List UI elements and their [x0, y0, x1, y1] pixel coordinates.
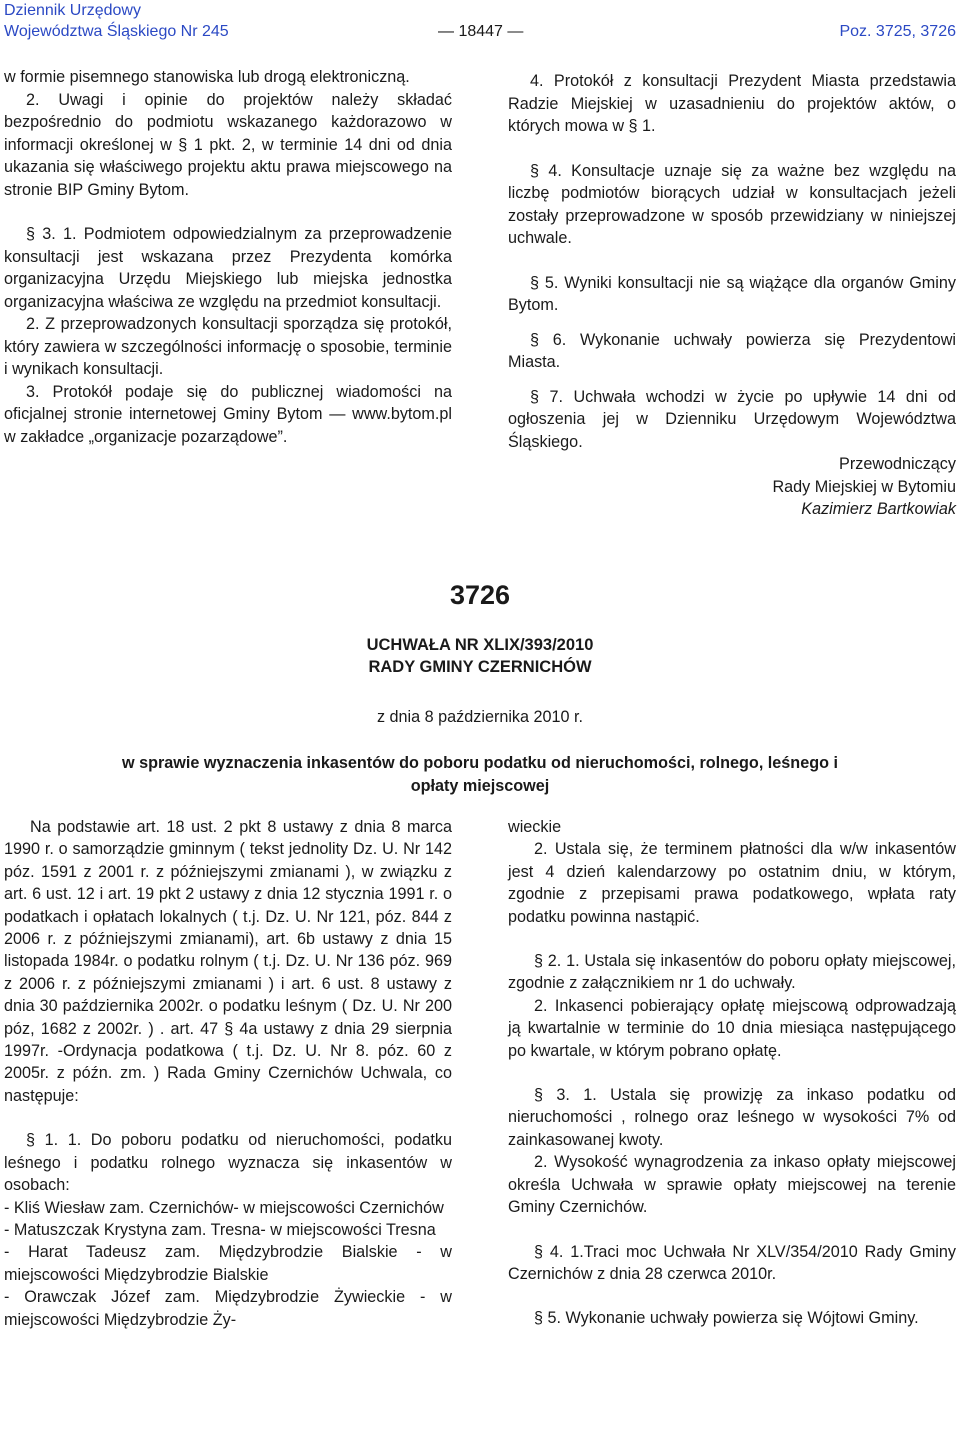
section-4: § 4. Konsultacje uznaje się za ważne bez względu na liczbę podmiotów biorących udział w konsultacjach jeżeli zostały przeprowadzone w sposób przewidziany w niniejszej uchwale.: [508, 161, 956, 247]
act-date: z dnia 8 października 2010 r.: [376, 708, 584, 726]
section-5: § 5. Wykonanie uchwały powierza się Wójtowi Gminy.: [534, 1309, 919, 1328]
section-2: § 2. 1. Ustala się inkasentów do poboru opłaty miejscowej, zgodnie z załącznikiem nr 1 do uchwały.: [508, 952, 956, 993]
list-item: - Matuszczak Krystyna zam. Tresna- w miejscowości Tresna: [4, 1220, 436, 1239]
paragraph: w formie pisemnego stanowiska lub drogą elektroniczną.: [4, 68, 410, 86]
prev-act-left-column: [4, 66, 452, 448]
act-subject: w sprawie wyznaczenia inkasentów do poboru podatku od nieruchomości, rolnego, leśnego i opłaty miejscowej: [122, 754, 838, 795]
section-3: § 3. 1. Ustala się prowizję za inkaso podatku od nieruchomości , rolnego oraz leśnego w wysokości 7% od zainkasowanej kwoty.: [508, 1086, 956, 1149]
list-item: - Orawczak Józef zam. Międzybrodzie Żywieckie - w miejscowości Międzybrodzie Ży-: [4, 1288, 452, 1329]
journal-title-line2: Województwa Śląskiego Nr 245: [4, 23, 229, 40]
signature-title: Przewodniczący: [839, 455, 956, 473]
paragraph: 2. Ustala się, że terminem płatności dla w/w inkasentów jest 4 dzień kalendarzowy po ostatnim dniu, w którym, zgodnie z przepisami prawa podatkowego, wpłata raty podatku powinna nastąpić.: [508, 840, 956, 926]
paragraph: 2. Inkasenci pobierający opłatę miejscową odprowadzają ją kwartalnie w terminie do 10 dnia miesiąca następującego po kwartale, w którym pobrano opłatę.: [508, 996, 956, 1060]
preamble: Na podstawie art. 18 ust. 2 pkt 8 ustawy z dnia 8 marca 1990 r. o samorządzie gminnym ( tekst jednolity Dz. U. Nr 142 póz. 1591 z 2001 r. z późniejszymi zmianami ), w związku z art. 6 ust. 12 i art. 19 pkt 2 ustawy z dnia 12 stycznia 1991 r. o podatkach i opłatach lokalnych ( t.j. Dz. U. Nr 121, póz. 844 z 2006 r. z późniejszymi zmianami), art. 6b ustawy z dnia 15 listopada 1984r. o podatku rolnym ( t.j. Dz. U. Nr 136 póz. 969 z 2006 r. z późniejszymi zmianami ) i art. 6 ust. 8 ustawy z dnia 30 października 2002r. o podatku leśnym ( Dz. U. Nr 200 póz, 1682 z 2002r. ) . art. 47 § 4a ustawy z dnia 29 sierpnia 1997r. -Ordynacja podatkowa ( t.j. Dz. U. Nr 8. póz. 60 z 2005r. z późn. zm. ) Rada Gminy Czernichów Uchwala, co następuje:: [4, 818, 452, 1105]
list-item: - Kliś Wiesław zam. Czernichów- w miejscowości Czernichów: [4, 1198, 444, 1217]
act-left-column: [4, 816, 452, 1331]
journal-title: [4, 0, 229, 42]
paragraph: 3. Protokół podaje się do publicznej wiadomości na oficjalnej stronie internetowej Gminy Bytom — www.bytom.pl w zakładce „organizacje pozarządowe”.: [4, 382, 452, 446]
act-number: 3726: [449, 580, 511, 610]
paragraph: 2. Wysokość wynagrodzenia za inkaso opłaty miejscowej określa Uchwała w sprawie opłaty miejscowej na terenie Gminy Czernichów.: [508, 1153, 956, 1217]
page-number: — 18447 —: [438, 23, 524, 40]
page-header: [0, 0, 960, 42]
section-6: § 6. Wykonanie uchwały powierza się Prezydentowi Miasta.: [508, 330, 956, 371]
paragraph: 4. Protokół z konsultacji Prezydent Miasta przedstawia Radzie Miejskiej w uzasadnieniu do projektów aktów, o których mowa w § 1.: [508, 72, 956, 135]
section-4: § 4. 1.Traci moc Uchwała Nr XLV/354/2010 Rady Gminy Czernichów z dnia 28 czerwca 2010r.: [508, 1242, 956, 1283]
prev-act-right-column: [508, 70, 956, 521]
list-item: - Harat Tadeusz zam. Międzybrodzie Bialskie - w miejscowości Międzybrodzie Bialskie: [4, 1243, 452, 1284]
paragraph: wieckie: [508, 818, 562, 836]
section-1: § 1. 1. Do poboru podatku od nieruchomości, podatku leśnego i podatku rolnego wyznacza się inkasentów w osobach:: [4, 1131, 452, 1195]
paragraph: 2. Z przeprowadzonych konsultacji sporządza się protokół, który zawiera w szczególności informację o sposobie, terminie i wynikach konsultacji.: [4, 315, 452, 378]
signature-name: Kazimierz Bartkowiak: [801, 500, 956, 518]
act-right-column: [508, 816, 956, 1330]
journal-title-line1: Dziennik Urzędowy: [4, 2, 141, 19]
act-title: [0, 634, 960, 678]
positions-label: Poz. 3725, 3726: [839, 23, 956, 40]
section-5: § 5. Wyniki konsultacji nie są wiążące dla organów Gminy Bytom.: [508, 273, 956, 314]
signature-body: Rady Miejskiej w Bytomiu: [772, 477, 956, 496]
paragraph: 2. Uwagi i opinie do projektów należy składać bezpośrednio do podmiotu wskazanego każdorazowo w informacji określonej w § 1 pkt. 2, w terminie 14 dni od dnia ukazania się właściwego projektu aktu prawa miejscowego na stronie BIP Gminy Bytom.: [4, 90, 452, 199]
section-3: § 3. 1. Podmiotem odpowiedzialnym za przeprowadzenie konsultacji jest wskazana przez Prezydenta komórka organizacyjna Urzędu Miejskiego lub miejska jednostka organizacyjna właściwa ze względu na przedmiot konsultacji.: [4, 225, 452, 311]
act-title-line2: RADY GMINY CZERNICHÓW: [368, 658, 592, 676]
section-7: § 7. Uchwała wchodzi w życie po upływie 14 dni od ogłoszenia jej w Dzienniku Urzędowym Województwa Śląskiego.: [508, 387, 956, 451]
act-title-line1: UCHWAŁA NR XLIX/393/2010: [366, 636, 594, 654]
